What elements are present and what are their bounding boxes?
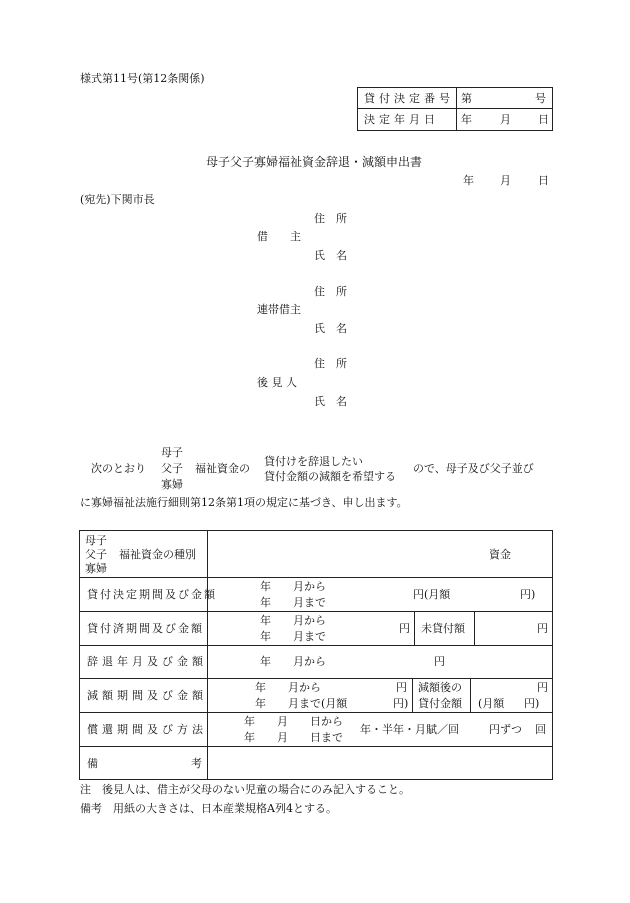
- remarks-label-2: 考: [191, 757, 202, 770]
- after-reduce-monthly-end: 円): [524, 697, 540, 710]
- decision-date-year: 年: [461, 113, 472, 126]
- decision-date-month: 月: [500, 113, 511, 126]
- fund-type-label: 福祉資金の種別: [119, 548, 196, 561]
- decided-amount: 円(月額: [413, 588, 451, 601]
- borrower-address-label: 住 所: [314, 212, 347, 225]
- lent-amount-unit: 円: [399, 622, 410, 635]
- statement-fund-type-3: 寡婦: [161, 478, 183, 491]
- co-borrower-role: 連帯借主: [257, 303, 301, 316]
- statement-fund-suffix: 福祉資金の: [195, 462, 250, 475]
- statement-line-2: に寡婦福祉法施行細則第12条第1項の規定に基づき、申し出ます。: [80, 496, 408, 509]
- date-day: 日: [538, 174, 549, 187]
- reduce-to: 年 月まで(月額: [255, 697, 348, 710]
- after-reduce-unit: 円: [537, 681, 548, 694]
- addressee: (宛先)下関市長: [80, 193, 155, 206]
- decline-label: 辞退年月及び金額: [87, 655, 207, 668]
- date-year: 年: [463, 174, 474, 187]
- form-number: 様式第11号(第12条関係): [80, 72, 205, 85]
- statement-lead: 次のとおり: [91, 462, 146, 475]
- lent-period-label: 貸付済期間及び金額: [87, 622, 204, 635]
- decision-number-suffix: 号: [535, 92, 546, 105]
- reduce-amount-unit: 円: [396, 681, 407, 694]
- guardian-role: 後 見 人: [257, 376, 297, 389]
- after-reduce-label-2: 貸付金額: [418, 697, 462, 710]
- reduce-from: 年 月から: [255, 681, 321, 694]
- statement-tail: ので、母子及び父子並び: [413, 462, 534, 475]
- statement-fund-type-2: 父子: [161, 462, 183, 475]
- fund-type-mother: 母子: [85, 534, 107, 547]
- after-reduce-label-1: 減額後の: [418, 681, 462, 694]
- date-month: 月: [500, 174, 511, 187]
- co-borrower-name-label: 氏 名: [314, 322, 347, 335]
- guardian-name-label: 氏 名: [314, 395, 347, 408]
- repay-per: 円ずつ: [489, 723, 522, 736]
- statement-option-decline: 貸付けを辞退したい: [264, 455, 363, 468]
- reduce-monthly-end: 円): [393, 697, 409, 710]
- repay-from: 年 月 日から: [244, 715, 343, 728]
- remarks-label-1: 備: [87, 757, 98, 770]
- co-borrower-address-label: 住 所: [314, 285, 347, 298]
- unpaid-label: 未貸付額: [421, 622, 465, 635]
- repay-label: 償還期間及び方法: [87, 723, 207, 736]
- reduce-label: 減額期間及び金額: [87, 689, 207, 702]
- note-guardian: 注 後見人は、借主が父母のない児童の場合にのみ記入すること。: [80, 783, 410, 796]
- decision-number-label: 貸付決定番号: [364, 92, 454, 105]
- note-paper-size: 備考 用紙の大きさは、日本産業規格A列4とする。: [80, 802, 337, 815]
- decision-date-day: 日: [538, 113, 549, 126]
- repay-method: 年・半年・月賦／回: [360, 723, 459, 736]
- lent-period-to: 年 月まで: [260, 630, 326, 643]
- fund-type-value: 資金: [489, 548, 511, 561]
- fund-type-father: 父子: [85, 548, 107, 561]
- decision-number-prefix: 第: [461, 92, 472, 105]
- repay-to: 年 月 日まで: [244, 731, 343, 744]
- after-reduce-monthly: (月額: [478, 697, 505, 710]
- statement-option-reduce: 貸付金額の減額を希望する: [264, 470, 396, 483]
- guardian-address-label: 住 所: [314, 357, 347, 370]
- decided-period-to: 年 月まで: [260, 596, 326, 609]
- borrower-role: 借 主: [257, 230, 301, 243]
- borrower-name-label: 氏 名: [314, 249, 347, 262]
- unpaid-unit: 円: [537, 622, 548, 635]
- lent-period-from: 年 月から: [260, 614, 326, 627]
- page-title: 母子父子寡婦福祉資金辞退・減額申出書: [206, 155, 423, 169]
- repay-count: 回: [535, 723, 546, 736]
- fund-type-widow: 寡婦: [85, 562, 107, 575]
- decline-from: 年 月から: [260, 655, 326, 668]
- decided-monthly-end: 円): [520, 588, 536, 601]
- statement-fund-type-1: 母子: [161, 446, 183, 459]
- decided-period-from: 年 月から: [260, 580, 326, 593]
- decided-period-label: 貸付決定期間及び金額: [87, 588, 217, 601]
- decline-amount-unit: 円: [434, 655, 445, 668]
- decision-date-label: 決定年月日: [364, 113, 439, 126]
